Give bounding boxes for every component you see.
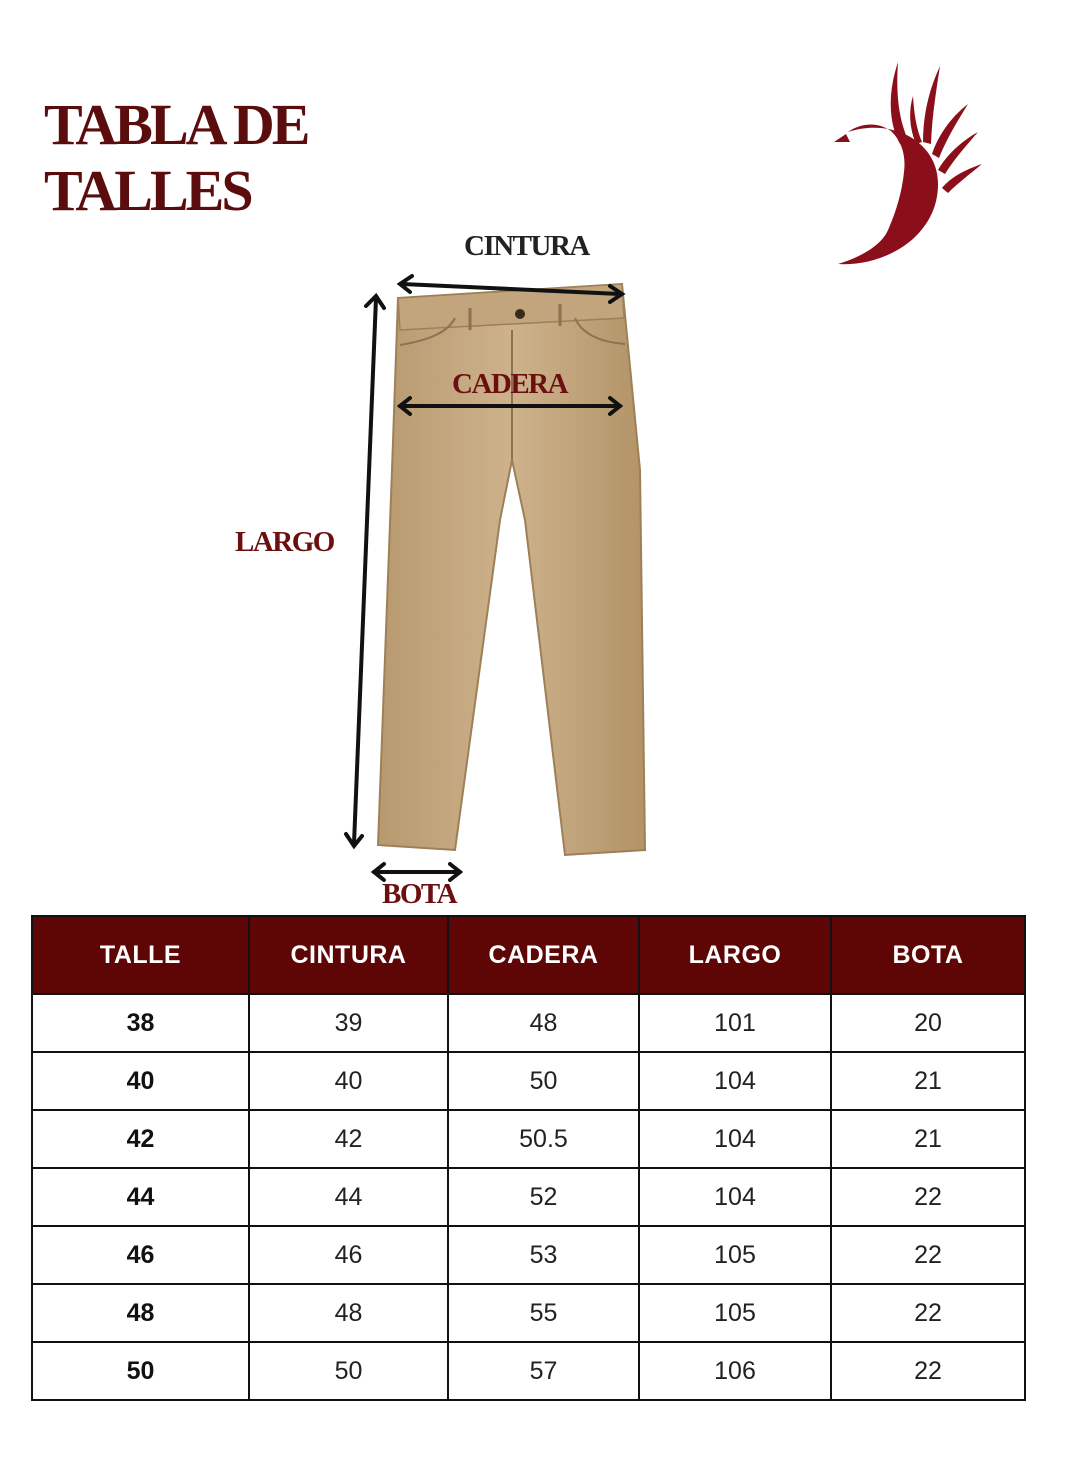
size-table <box>31 915 1026 1401</box>
cell-bota: 22 <box>831 1284 1025 1342</box>
cell-largo: 105 <box>639 1284 831 1342</box>
largo-label: LARGO <box>235 526 334 558</box>
table-row <box>32 994 1025 1052</box>
largo-arrow <box>346 296 384 846</box>
table-header-row <box>32 916 1025 994</box>
cell-largo: 104 <box>639 1052 831 1110</box>
cell-cintura: 40 <box>249 1052 448 1110</box>
cell-bota: 22 <box>831 1342 1025 1400</box>
cell-cintura: 50 <box>249 1342 448 1400</box>
cell-cintura: 48 <box>249 1284 448 1342</box>
cell-largo: 104 <box>639 1110 831 1168</box>
cell-cadera: 52 <box>448 1168 639 1226</box>
header-talle: TALLE <box>32 916 249 994</box>
cell-talle: 44 <box>32 1168 249 1226</box>
cell-cadera: 53 <box>448 1226 639 1284</box>
bota-label: BOTA <box>382 878 457 910</box>
header-bota: BOTA <box>831 916 1025 994</box>
cadera-label: CADERA <box>452 368 568 400</box>
cell-largo: 104 <box>639 1168 831 1226</box>
cell-bota: 21 <box>831 1052 1025 1110</box>
cell-cadera: 50 <box>448 1052 639 1110</box>
cell-cadera: 57 <box>448 1342 639 1400</box>
cell-talle: 42 <box>32 1110 249 1168</box>
header-cintura: CINTURA <box>249 916 448 994</box>
cell-cadera: 48 <box>448 994 639 1052</box>
table-row <box>32 1168 1025 1226</box>
cell-cintura: 44 <box>249 1168 448 1226</box>
cell-talle: 48 <box>32 1284 249 1342</box>
table-row <box>32 1342 1025 1400</box>
cell-talle: 46 <box>32 1226 249 1284</box>
table-row <box>32 1052 1025 1110</box>
cell-talle: 38 <box>32 994 249 1052</box>
cell-bota: 21 <box>831 1110 1025 1168</box>
table-row <box>32 1284 1025 1342</box>
header-cadera: CADERA <box>448 916 639 994</box>
table-row <box>32 1110 1025 1168</box>
cell-cintura: 39 <box>249 994 448 1052</box>
cell-bota: 20 <box>831 994 1025 1052</box>
cell-talle: 40 <box>32 1052 249 1110</box>
cell-largo: 106 <box>639 1342 831 1400</box>
cell-cintura: 46 <box>249 1226 448 1284</box>
cell-cadera: 55 <box>448 1284 639 1342</box>
table-row <box>32 1226 1025 1284</box>
cell-cintura: 42 <box>249 1110 448 1168</box>
cell-largo: 105 <box>639 1226 831 1284</box>
header-largo: LARGO <box>639 916 831 994</box>
title-line-2: TALLES <box>44 158 251 223</box>
cell-talle: 50 <box>32 1342 249 1400</box>
cell-largo: 101 <box>639 994 831 1052</box>
cell-cadera: 50.5 <box>448 1110 639 1168</box>
title-line-1: TABLA DE <box>44 92 308 157</box>
cell-bota: 22 <box>831 1168 1025 1226</box>
cell-bota: 22 <box>831 1226 1025 1284</box>
cintura-label: CINTURA <box>464 230 589 262</box>
